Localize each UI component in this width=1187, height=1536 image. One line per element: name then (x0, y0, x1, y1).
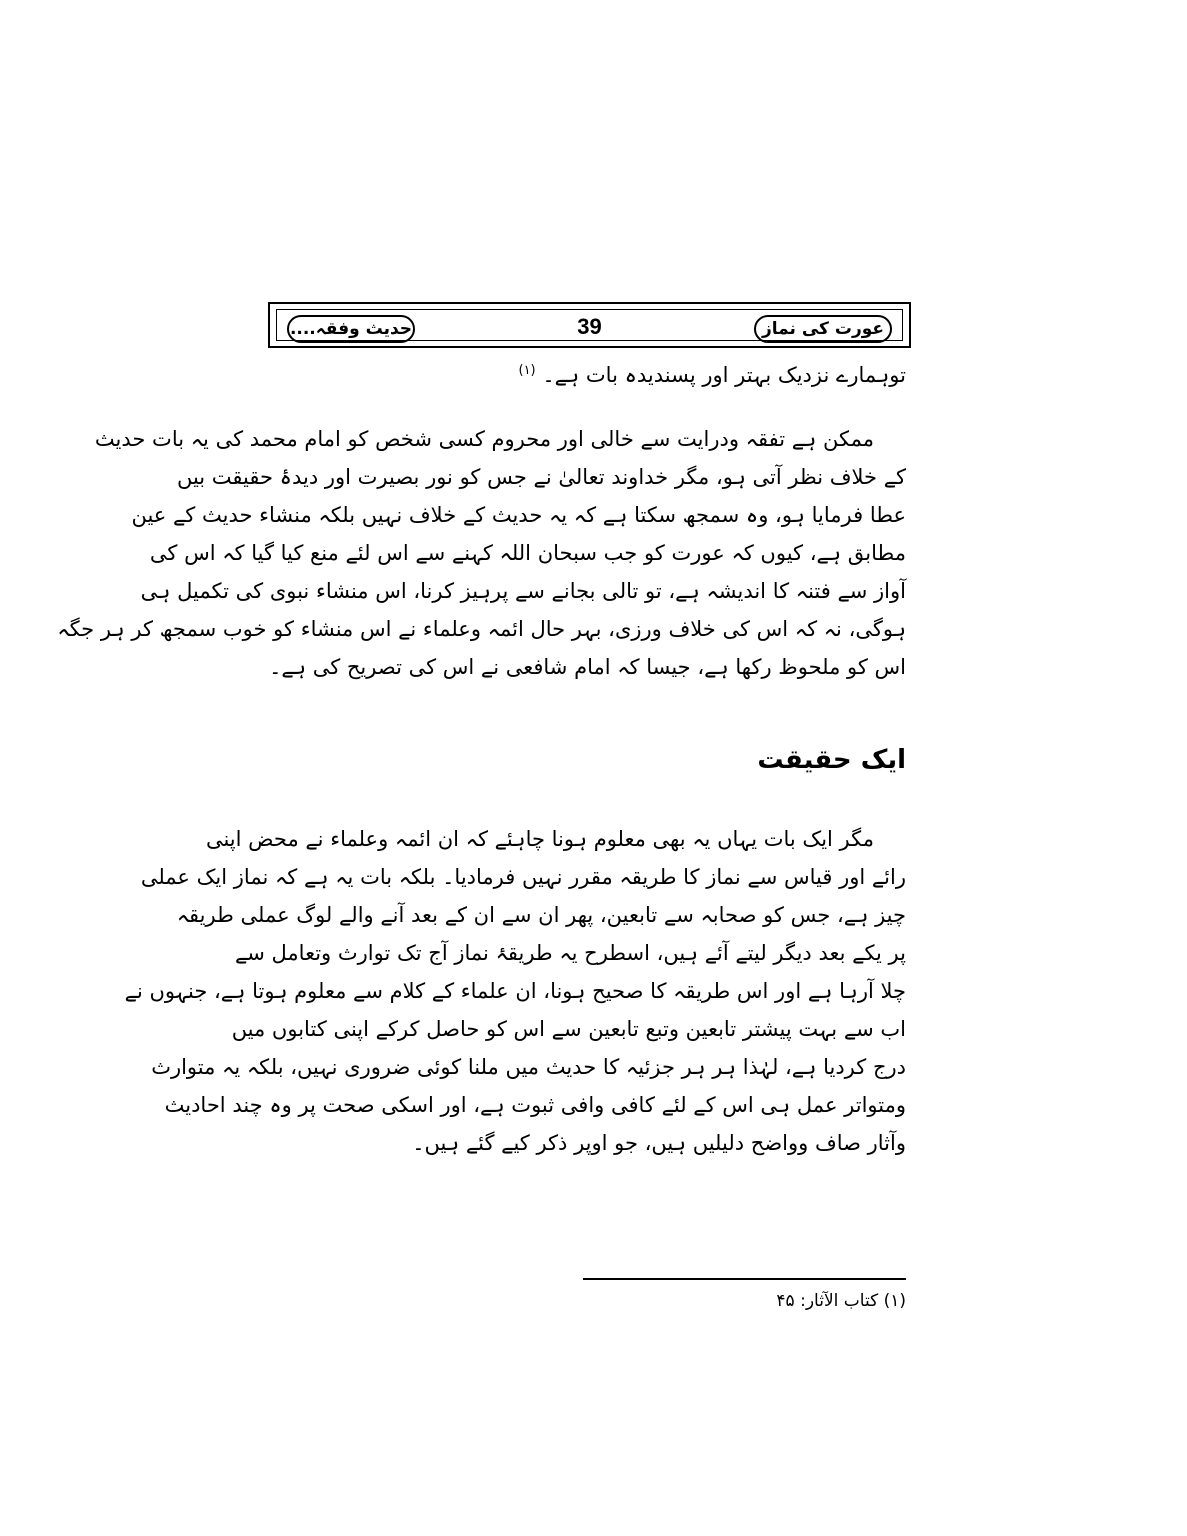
book-title: عورت کی نماز (754, 315, 892, 343)
footnote-marker: (۱) (518, 363, 536, 378)
page-number: 39 (577, 314, 602, 339)
text-line: اس کو ملحوظ رکھا ہے، جیسا کہ امام شافعی نے اس کی تصریح کی ہے۔ (269, 655, 906, 679)
text-line: وآثار صاف وواضح دلیلیں ہیں، جو اوپر ذکر کیے گئے ہیں۔ (412, 1131, 906, 1155)
text-line: اب سے بہت پیشتر تابعین وتبع تابعین سے اس کو حاصل کرکے اپنی کتابوں میں (231, 1017, 906, 1041)
text-line: مطابق ہے، کیوں کہ عورت کو جب سبحان اللہ کہنے سے اس لئے منع کیا گیا کہ اس کی (149, 541, 906, 565)
text-line: چلا آرہا ہے اور اس طریقہ کا صحیح ہونا، ان علماء کے کلام سے معلوم ہوتا ہے، جنہوں نے (124, 979, 906, 1003)
section-heading: ایک حقیقت (757, 745, 906, 775)
text-line: پر یکے بعد دیگر لیتے آئے ہیں، اسطرح یہ طریقۂ نماز آج تک توارث وتعامل سے (234, 941, 906, 965)
running-header (268, 302, 911, 348)
text-line: رائے اور قیاس سے نماز کا طریقہ مقرر نہیں فرمادیا۔ بلکہ بات یہ ہے کہ نماز ایک عملی (140, 865, 906, 889)
footnote-divider (583, 1278, 906, 1280)
text-line: ومتواتر عمل ہی اس کے لئے کافی وافی ثبوت ہے، اور اسکی صحت پر وہ چند احادیث (164, 1093, 906, 1117)
text-line: عطا فرمایا ہو، وہ سمجھ سکتا ہے کہ یہ حدیث کے خلاف نہیں بلکہ منشاء حدیث کے عین (131, 503, 906, 527)
paragraph-3 (124, 820, 906, 1240)
text-line: کے خلاف نظر آتی ہو، مگر خداوند تعالیٰ نے جس کو نور بصیرت اور دیدۂ حقیقت بیں (176, 465, 906, 489)
footnote: (۱) کتاب الآثار: ۴۵ (776, 1291, 906, 1311)
text-line: ممکن ہے تفقہ ودرایت سے خالی اور محروم کسی شخص کو امام محمد کی یہ بات حدیث (94, 427, 874, 451)
text-line: درج کردیا ہے، لہٰذا ہر ہر جزئیہ کا حدیث میں ملنا کوئی ضروری نہیں، بلکہ یہ متوارث (151, 1055, 906, 1079)
text-line: آواز سے فتنہ کا اندیشہ ہے، تو تالی بجانے سے پرہیز کرنا، اس منشاء نبوی کی تکمیل ہی (140, 579, 906, 603)
text-line: مگر ایک بات یہاں یہ بھی معلوم ہونا چاہئے کہ ان ائمہ وعلماء نے محض اپنی (205, 827, 874, 851)
chapter-title: حدیث وفقہ.... (287, 315, 415, 343)
paragraph-1-text: توہمارے نزدیک بہتر اور پسندیدہ بات ہے۔ (542, 363, 906, 387)
header-inner-frame (276, 309, 903, 341)
paragraph-2 (57, 420, 906, 720)
text-line: چیز ہے، جس کو صحابہ سے تابعین، پھر ان سے ان کے بعد آنے والے لوگ عملی طریقہ (176, 903, 906, 927)
text-line: ہوگی، نہ کہ اس کی خلاف ورزی، بہر حال ائمہ وعلماء نے اس منشاء کو خوب سمجھ کر ہر جگہ (57, 617, 906, 641)
text-line (276, 354, 906, 388)
paragraph-1 (276, 354, 906, 388)
